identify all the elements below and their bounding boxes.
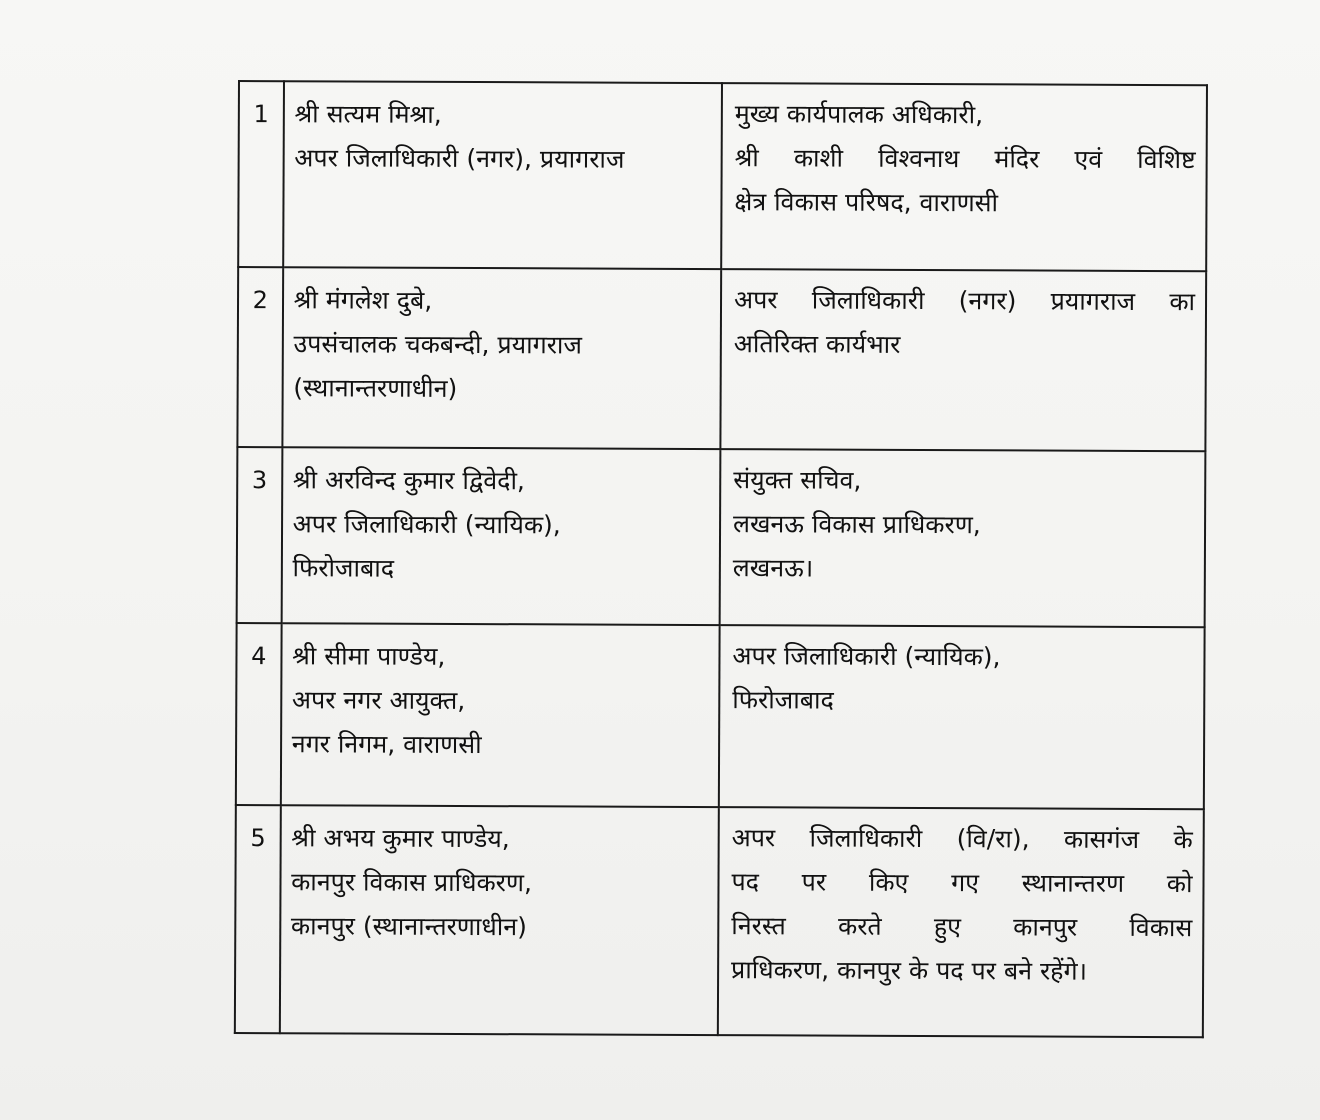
serial-number: 1 (238, 81, 283, 267)
officer-name: श्री अरविन्द कुमार द्विवेदी, (292, 465, 525, 496)
new-post-line: प्राधिकरण, कानपुर के पद पर बने रहेंगे। (731, 955, 1088, 986)
officer-cell (282, 267, 721, 449)
table-row (235, 805, 1204, 1037)
officer-name: श्री सीमा पाण्डेय, (292, 641, 446, 671)
new-post-line: लखनऊ विकास प्राधिकरण, (732, 509, 981, 540)
officer-current-post: अपर जिलाधिकारी (न्यायिक), (292, 509, 561, 540)
table-row (237, 447, 1206, 627)
officer-current-post: अपर जिलाधिकारी (नगर), प्रयागराज (294, 143, 625, 174)
officer-location: नगर निगम, वाराणसी (291, 729, 482, 760)
new-post-line: क्षेत्र विकास परिषद, वाराणसी (734, 187, 999, 218)
table-row (238, 81, 1207, 271)
serial-number: 4 (236, 623, 281, 805)
new-post-cell (721, 83, 1207, 271)
officer-name: श्री अभय कुमार पाण्डेय, (291, 823, 510, 854)
officer-status: (स्थानान्तरणाधीन) (293, 373, 458, 403)
new-post-line: अपर जिलाधिकारी (न्यायिक), (732, 641, 1001, 672)
new-post-cell (718, 807, 1204, 1037)
serial-number: 3 (237, 447, 282, 623)
officer-cell (283, 81, 722, 269)
transfer-table (234, 80, 1208, 1038)
table-row (237, 267, 1206, 451)
new-post-line: अपर जिलाधिकारी (वि/रा), कासगंज के (731, 823, 1193, 855)
new-post-line: श्री काशी विश्वनाथ मंदिर एवं विशिष्ट (734, 143, 1196, 175)
new-post-line: लखनऊ। (732, 553, 814, 583)
officer-cell (281, 447, 720, 625)
officer-cell (279, 805, 718, 1035)
officer-cell (280, 623, 719, 807)
new-post-cell (720, 449, 1206, 627)
new-post-cell (719, 625, 1205, 809)
new-post-line: पद पर किए गए स्थानान्तरण को (731, 867, 1193, 899)
officer-name: श्री मंगलेश दुबे, (293, 285, 433, 315)
new-post-line: अपर जिलाधिकारी (नगर) प्रयागराज का (733, 285, 1196, 317)
serial-number: 2 (237, 267, 282, 447)
officer-status: कानपुर (स्थानान्तरणाधीन) (290, 911, 527, 942)
officer-location: फिरोजाबाद (292, 553, 395, 583)
new-post-line: अतिरिक्त कार्यभार (733, 329, 901, 359)
new-post-line: फिरोजाबाद (732, 685, 834, 715)
new-post-cell (720, 269, 1206, 451)
officer-current-post: कानपुर विकास प्राधिकरण, (291, 867, 533, 898)
new-post-line: संयुक्त सचिव, (733, 465, 862, 495)
new-post-line: निरस्त करते हुए कानपुर विकास (731, 911, 1193, 943)
table-row (236, 623, 1205, 809)
officer-current-post: अपर नगर आयुक्त, (291, 685, 466, 715)
officer-current-post: उपसंचालक चकबन्दी, प्रयागराज (293, 329, 583, 360)
new-post-line: मुख्य कार्यपालक अधिकारी, (734, 99, 984, 130)
officer-name: श्री सत्यम मिश्रा, (294, 99, 442, 129)
serial-number: 5 (235, 805, 281, 1033)
